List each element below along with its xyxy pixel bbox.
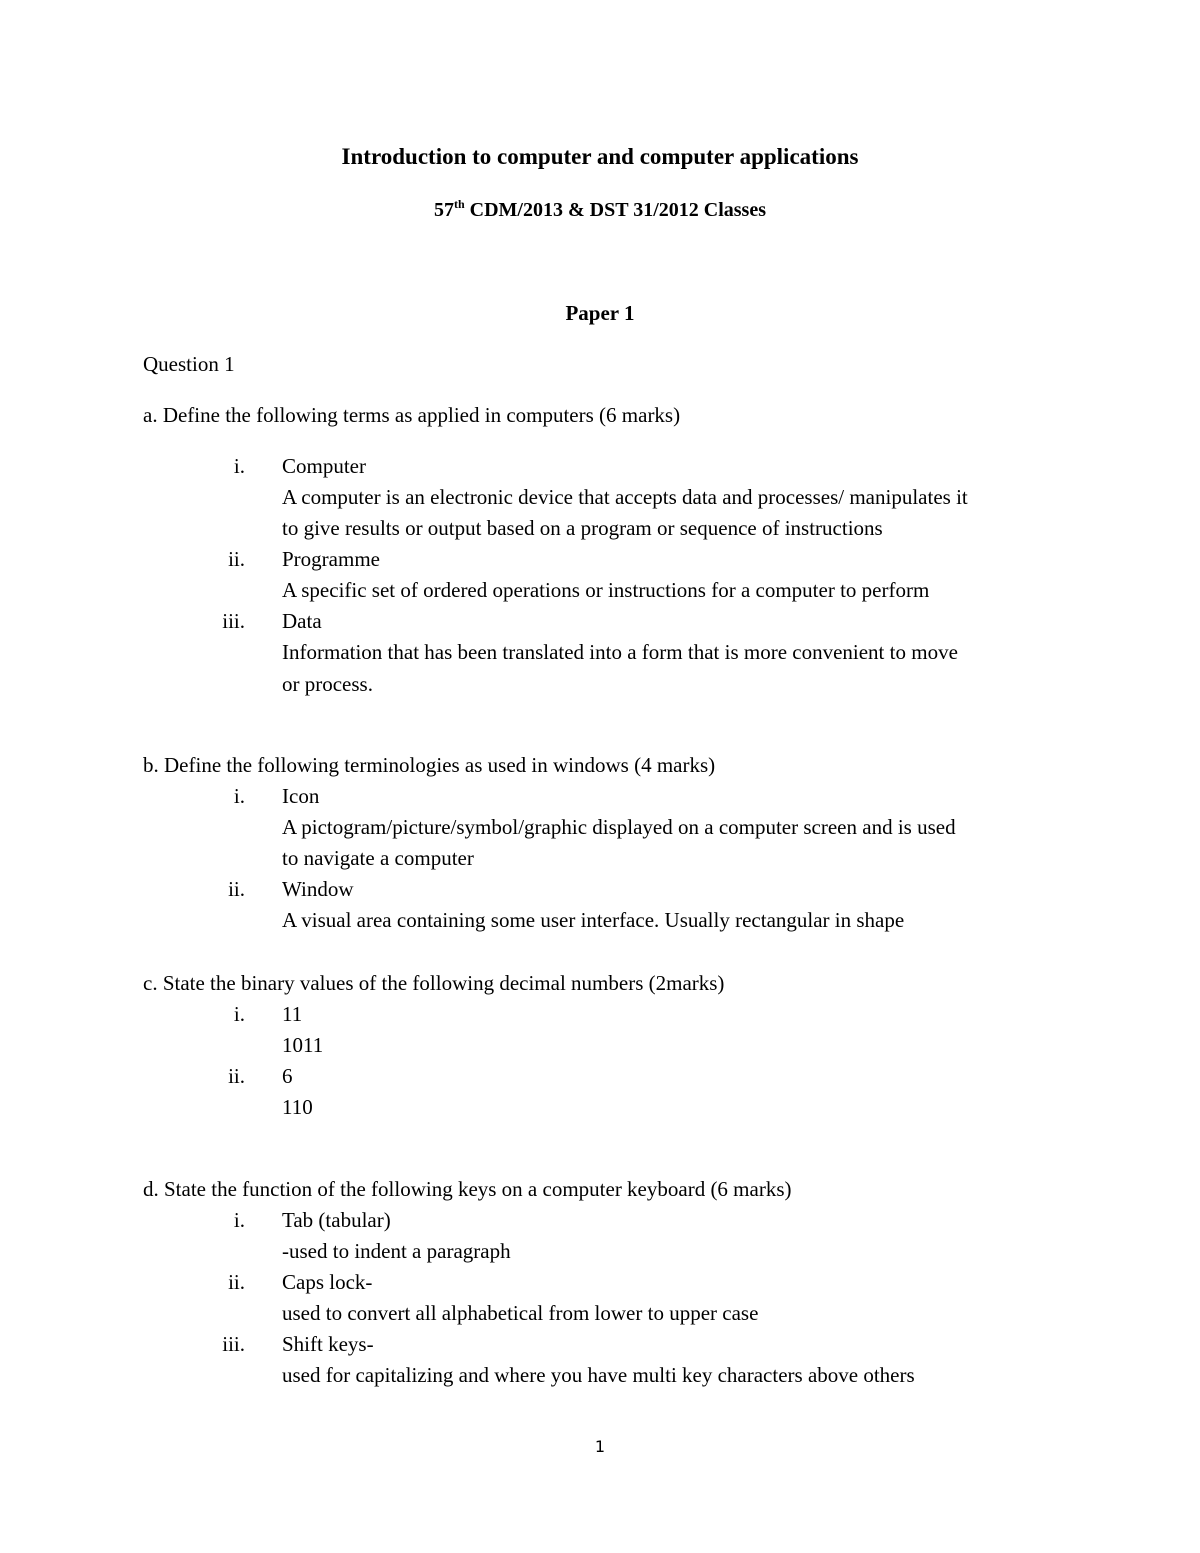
page-number: 1 (594, 1437, 606, 1456)
section-c-item-1-numeral: i. (233, 1002, 245, 1026)
section-d-heading: d. State the function of the following keys on a computer keyboard (6 marks) (143, 1177, 792, 1201)
section-a-item-2-term: Programme (282, 547, 380, 571)
subtitle-text: CDM/2013 & DST 31/2012 Classes (464, 199, 766, 221)
section-c-item-1-term: 11 (282, 1002, 303, 1026)
section-b-item-1-line-2: to navigate a computer (282, 846, 474, 870)
section-a-item-3-line-1: Information that has been translated into a form that is more convenient to move (282, 640, 958, 664)
section-c-heading: c. State the binary values of the following decimal numbers (2marks) (143, 971, 725, 995)
question-label: Question 1 (143, 352, 235, 376)
section-a-item-3-term: Data (282, 609, 322, 633)
section-d-item-2-numeral: ii. (228, 1270, 245, 1294)
section-b-heading: b. Define the following terminologies as used in windows (4 marks) (143, 753, 716, 777)
section-a-heading: a. Define the following terms as applied in computers (6 marks) (143, 403, 681, 427)
section-a-item-3-line-2: or process. (282, 672, 373, 696)
subtitle-number: 57 (434, 199, 454, 221)
section-d-item-2-line-1: used to convert all alphabetical from lower to upper case (282, 1301, 759, 1325)
section-a-item-2-line-1: A specific set of ordered operations or instructions for a computer to perform (282, 578, 930, 602)
section-b-item-2-numeral: ii. (228, 877, 245, 901)
section-a-item-1-line-2: to give results or output based on a program or sequence of instructions (282, 516, 883, 540)
section-a-item-3-numeral: iii. (222, 609, 245, 633)
section-a-item-1-line-1: A computer is an electronic device that accepts data and processes/ manipulates it (282, 485, 968, 509)
section-c-item-2-line-1: 110 (282, 1095, 313, 1119)
section-d-item-3-line-1: used for capitalizing and where you have multi key characters above others (282, 1363, 915, 1387)
section-d-item-1-line-1: -used to indent a paragraph (282, 1239, 511, 1263)
section-c-item-2-term: 6 (282, 1064, 293, 1088)
section-b-item-1-term: Icon (282, 784, 320, 808)
section-a-item-1-numeral: i. (233, 454, 245, 478)
section-a-item-1-term: Computer (282, 454, 366, 478)
section-b-item-2-term: Window (282, 877, 354, 901)
section-c-item-1-line-1: 1011 (282, 1033, 324, 1057)
section-b-item-2-line-1: A visual area containing some user interface. Usually rectangular in shape (282, 908, 905, 932)
section-d-item-1-numeral: i. (233, 1208, 245, 1232)
section-d-item-2-term: Caps lock- (282, 1270, 373, 1294)
document-subtitle (0, 199, 1200, 222)
section-b-item-1-line-1: A pictogram/picture/symbol/graphic displayed on a computer screen and is used (282, 815, 956, 839)
section-d-item-3-term: Shift keys- (282, 1332, 374, 1356)
paper-label: Paper 1 (565, 301, 635, 325)
document-title: Introduction to computer and computer applications (341, 144, 859, 169)
subtitle-superscript: th (454, 197, 465, 211)
section-a-item-2-numeral: ii. (228, 547, 245, 571)
section-c-item-2-numeral: ii. (228, 1064, 245, 1088)
section-d-item-1-term: Tab (tabular) (282, 1208, 391, 1232)
section-d-item-3-numeral: iii. (222, 1332, 245, 1356)
section-b-item-1-numeral: i. (233, 784, 245, 808)
